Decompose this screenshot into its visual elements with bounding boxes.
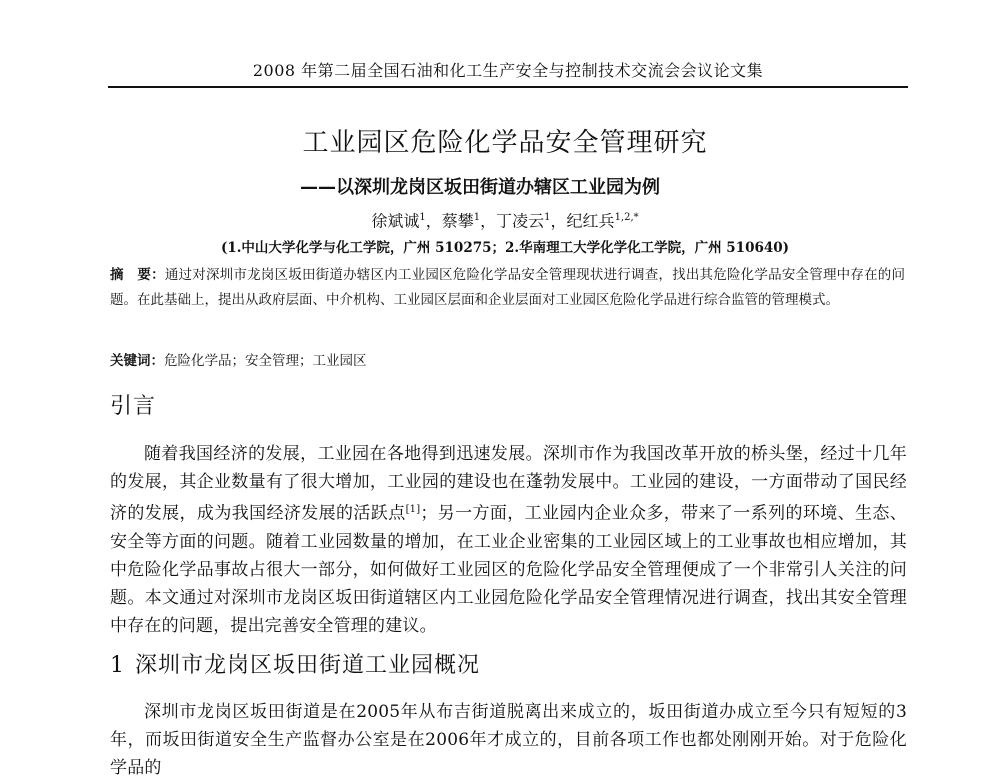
- affiliation: (1.中山大学化学与化工学院，广州 510275；2.华南理工大学化学化工学院，广州 510640): [220, 240, 790, 256]
- keywords-label: 关键词：: [110, 353, 164, 369]
- section-title: 深圳市龙岗区坂田街道工业园概况: [135, 653, 481, 678]
- citation-ref: [1]: [405, 504, 421, 515]
- paragraph-text: 随着我国经济的发展，工业园在各地得到迅速发展。深圳市作为我国改革开放的桥头堡，经过十几年的发展，其企业数量有了很大增加，工业园的建设也在蓬勃发展中。工业园的建设，一方面带动了国民经济的发展，成为我国经济发展的活跃点: [110, 444, 907, 524]
- author-name: 丁凌云: [496, 211, 545, 231]
- author-affiliation-mark: 1,2,*: [614, 212, 639, 223]
- section-heading-overview: [110, 651, 480, 681]
- abstract-label: 摘 要：: [110, 267, 165, 283]
- keywords: [110, 350, 905, 372]
- keywords-text: 危险化学品；安全管理；工业园区: [164, 353, 367, 369]
- paragraph-text: 深圳市龙岗区坂田街道是在2005年从布吉街道脱离出来成立的，坂田街道办成立至今只有短短的3年，而坂田街道安全生产监督办公室是在2006年才成立的，目前各项工作也都处刚刚开始。对于危险化学品的: [110, 702, 907, 778]
- paragraph-text: ；另一方面，工业园内企业众多，带来了一系列的环境、生态、安全等方面的问题。随着工业园数量的增加，在工业企业密集的工业园区域上的工业事故也相应增加，其中危险化学品事故占很大一部分，如何做好工业园区的危险化学品安全管理便成了一个非常引人关注的问题。本文通过对深圳市龙岗区坂田街道辖区内工业园危险化学品安全管理情况进行调查，找出其安全管理中存在的问题，提出完善安全管理的建议。: [110, 503, 907, 636]
- abstract: [110, 263, 905, 313]
- author-name: 蔡攀: [441, 211, 474, 231]
- author-separator: ，: [550, 211, 567, 231]
- section-title: 引言: [110, 394, 157, 419]
- overview-paragraph: [110, 698, 907, 778]
- section-number: 1: [110, 653, 125, 678]
- paper-title: 工业园区危险化学品安全管理研究: [302, 128, 708, 158]
- paper-subtitle: ——以深圳龙岗区坂田街道办辖区工业园为例: [300, 177, 660, 198]
- header-rule: [108, 86, 908, 88]
- section-heading-introduction: [110, 392, 156, 422]
- author-separator: ，: [480, 211, 497, 231]
- abstract-text: 通过对深圳市龙岗区坂田街道办辖区内工业园区危险化学品安全管理现状进行调查，找出其危险化学品安全管理中存在的问题。在此基础上，提出从政府层面、中介机构、工业园区层面和企业层面对工业园区危险化学品进行综合监管的管理模式。: [110, 267, 905, 308]
- introduction-paragraph: [110, 440, 907, 640]
- author-list: [100, 206, 910, 233]
- author-affiliation-mark: 1: [419, 212, 426, 223]
- author-name: 徐斌诚: [371, 211, 420, 231]
- author-separator: ，: [425, 211, 442, 231]
- author-affiliation-mark: 1: [544, 212, 551, 223]
- author-name: 纪红兵: [566, 211, 615, 231]
- running-header: 2008 年第二届全国石油和化工生产安全与控制技术交流会会议论文集: [252, 61, 764, 80]
- author-affiliation-mark: 1: [473, 212, 481, 223]
